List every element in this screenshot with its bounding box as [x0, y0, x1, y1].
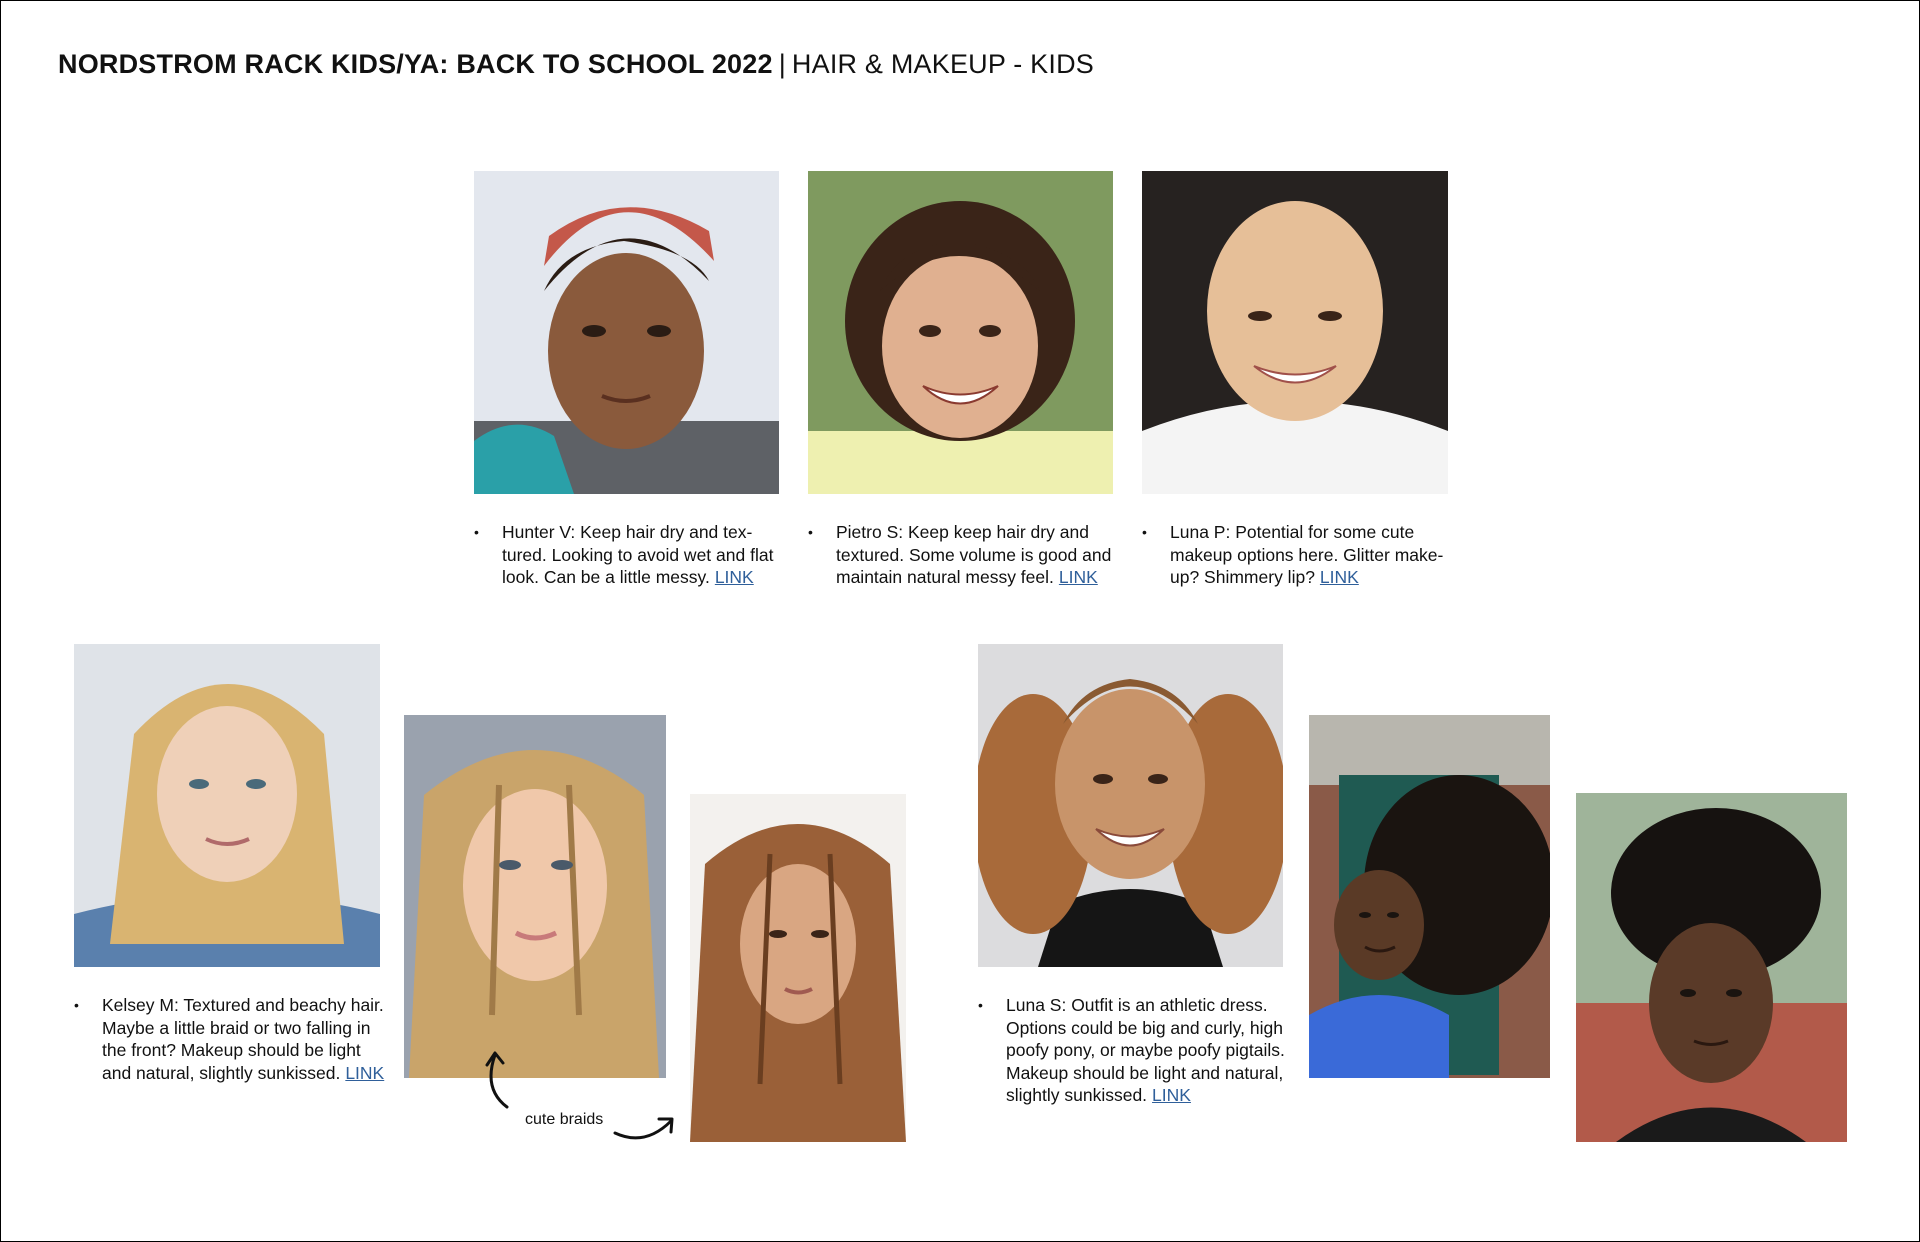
note-line: up? Shimmery lip? — [1170, 567, 1315, 587]
note-pietro-s — [808, 521, 1111, 589]
link-luna-p[interactable]: LINK — [1319, 567, 1359, 587]
note-line: and natural, slightly sunkissed. — [102, 1062, 341, 1083]
note-line: Luna P: Potential for some cute — [1170, 522, 1415, 542]
note-kelsey-m — [74, 994, 384, 1084]
link-pietro-s[interactable]: LINK — [1058, 567, 1098, 587]
link-hunter-v[interactable]: LINK — [714, 567, 754, 587]
note-line: maintain natural messy feel. — [836, 567, 1054, 587]
curved-arrow-up-icon — [479, 1049, 519, 1113]
photo-braids-reference-1 — [404, 715, 666, 1078]
note-line: Pietro S: Keep keep hair dry and — [836, 522, 1089, 542]
bullet: • — [74, 997, 79, 1013]
bullet: • — [978, 997, 983, 1013]
photo-kelsey-m — [74, 644, 380, 967]
curved-arrow-right-icon — [611, 1113, 677, 1145]
annotation-cute-braids: cute braids — [525, 1111, 604, 1128]
note-line: Hunter V: Keep hair dry and tex- — [502, 522, 753, 542]
note-line: Options could be big and curly, high — [1006, 1017, 1283, 1038]
bullet: • — [1142, 524, 1147, 540]
page-title — [58, 49, 1094, 80]
note-line: poofy pony, or maybe poofy pigtails. — [1006, 1040, 1285, 1060]
photo-braids-reference-2 — [690, 794, 906, 1142]
note-line: textured. Some volume is good and — [836, 544, 1112, 565]
link-kelsey-m[interactable]: LINK — [345, 1062, 385, 1083]
note-line: Luna S: Outfit is an athletic dress. — [1006, 995, 1268, 1015]
bullet: • — [808, 524, 813, 540]
note-line: tured. Looking to avoid wet and flat — [502, 544, 774, 565]
link-luna-s[interactable]: LINK — [1152, 1085, 1191, 1105]
note-line: look. Can be a little messy. — [502, 567, 710, 587]
note-line: Maybe a little braid or two falling in — [102, 1017, 371, 1038]
photo-curly-puff-reference — [1576, 793, 1847, 1142]
note-line: makeup options here. Glitter make- — [1170, 544, 1444, 565]
photo-pony-reference — [1309, 715, 1550, 1078]
photo-luna-s — [978, 644, 1283, 967]
note-luna-s — [978, 994, 1285, 1107]
title-bold: NORDSTROM RACK KIDS/YA: BACK TO SCHOOL 2022 — [58, 49, 773, 79]
note-luna-p — [1142, 521, 1443, 589]
photo-pietro-s — [808, 171, 1113, 494]
photo-hunter-v — [474, 171, 779, 494]
note-line: Kelsey M: Textured and beachy hair. — [102, 995, 384, 1015]
photo-luna-p — [1142, 171, 1448, 494]
note-line: the front? Makeup should be light — [102, 1040, 361, 1060]
note-hunter-v — [474, 521, 773, 589]
title-subtitle: HAIR & MAKEUP - KIDS — [791, 49, 1094, 79]
bullet: • — [474, 524, 479, 540]
note-line: slightly sunkissed. — [1006, 1085, 1148, 1105]
title-separator: | — [778, 49, 786, 79]
note-line: Makeup should be light and natural, — [1006, 1062, 1284, 1083]
